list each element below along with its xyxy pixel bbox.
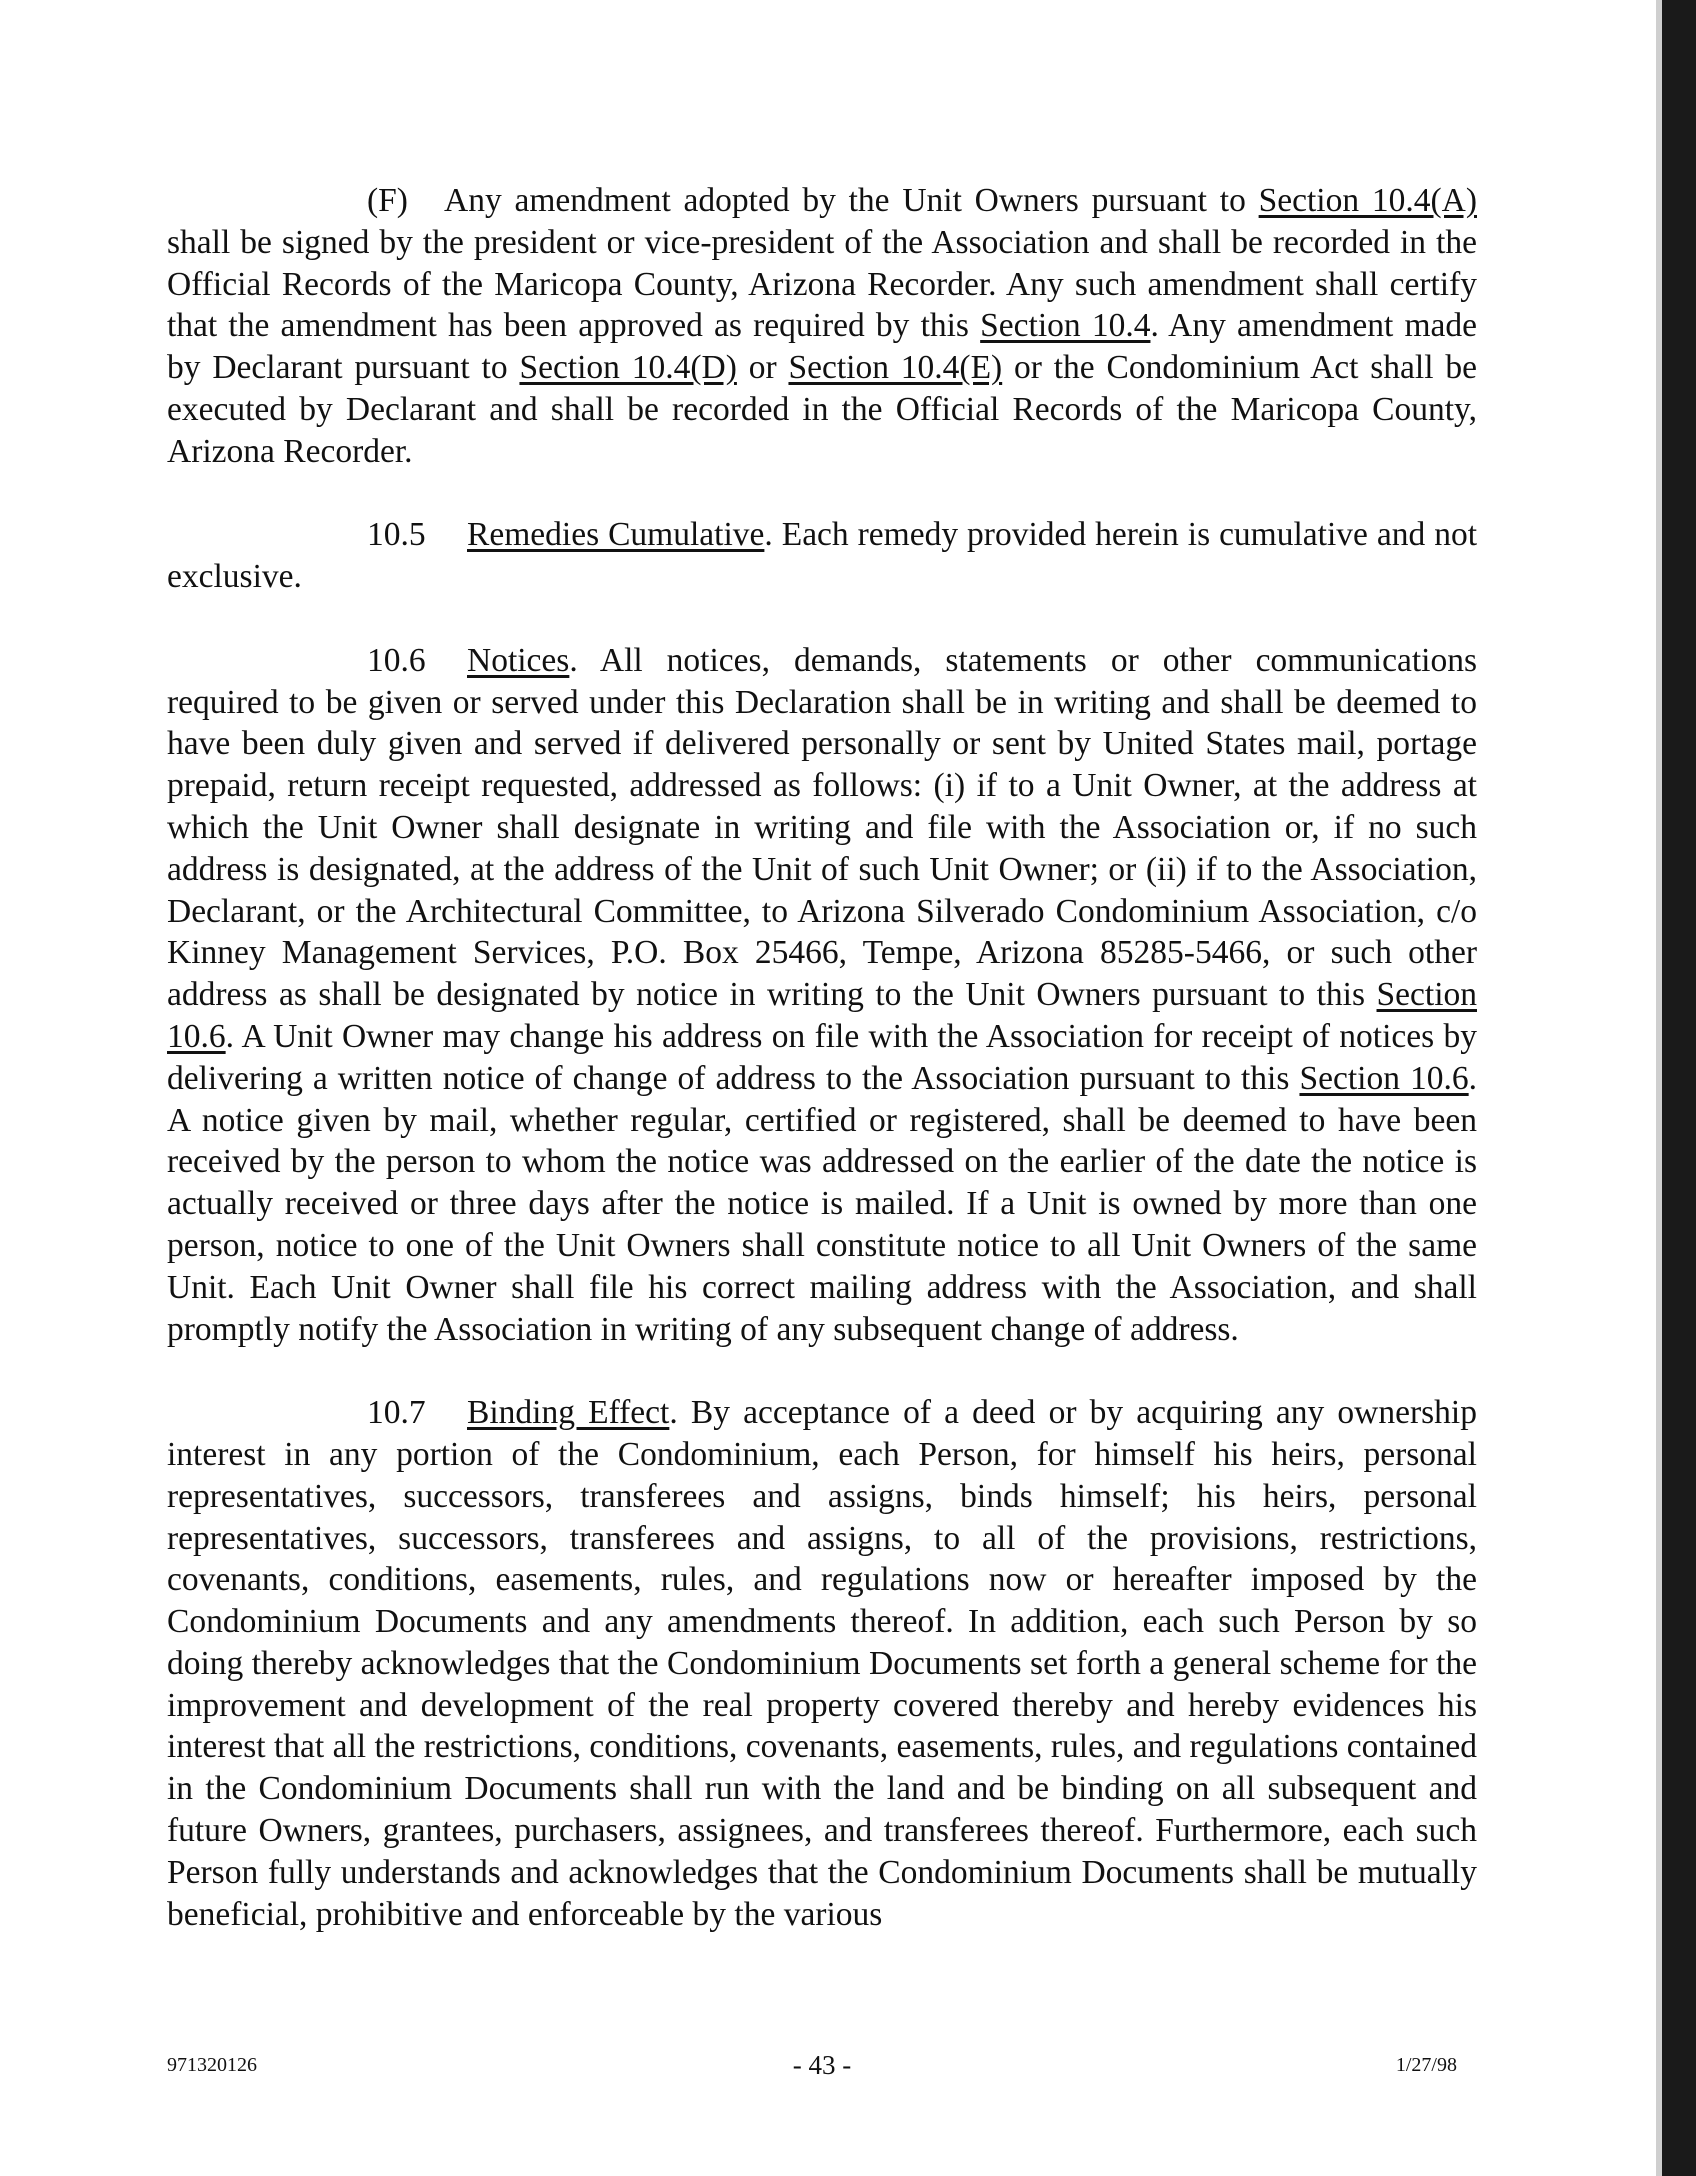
section-10-7: 10.7 Binding Effect. By acceptance of a deed or by acquiring any ownership interest in any portion of the Condominium, each Person, for himself his heirs, personal representatives, successors, transferees and assigns, binds himself; his heirs, personal representatives, successors, transferees and assigns, to all of the provisions, restrictions, covenants, conditions, easements, rules, and regulations now or hereafter imposed by the Condominium Documents and any amendments thereof. In addition, each such Person by so doing thereby acknowledges that the Condominium Documents set forth a general scheme for the improvement and development of the real property covered thereby and hereby evidences his interest that all the restrictions, conditions, covenants, easements, rules, and regulations contained in the Condominium Documents shall run with the land and be binding on all subsequent and future Owners, grantees, purchasers, assignees, and transferees thereof. Furthermore, each such Person fully understands and acknowledges that the Condominium Documents shall be mutually beneficial, prohibitive and enforceable by the various: [167, 1394, 1477, 1933]
section-number: 10.6: [367, 641, 426, 679]
section-reference: Section 10.4: [980, 307, 1151, 345]
paragraph-f: (F) Any amendment adopted by the Unit Owners pursuant to Section 10.4(A) shall be signed by the president or vice-president of the Association and shall be recorded in the Official Records of the Maricopa County, Arizona Recorder. Any such amendment shall certify that the amendment has been approved as required by this Section 10.4. Any amendment made by Declarant pursuant to Section 10.4(D) or Section 10.4(E) or the Condominium Act shall be executed by Declarant and shall be recorded in the Official Records of the Maricopa County, Arizona Recorder.: [167, 182, 1478, 470]
page-number: - 43 -: [792, 2050, 852, 2080]
section-number: 10.7: [367, 1394, 426, 1432]
document-date: 1/27/98: [1395, 2054, 1457, 2076]
section-number: 10.5: [367, 516, 426, 554]
section-reference: Section 10.4(E): [788, 349, 1003, 387]
document-body: [167, 180, 1477, 1977]
paragraph-f-label: (F): [367, 182, 408, 219]
section-heading: Notices: [467, 641, 570, 679]
page-footer: [167, 2050, 1477, 2084]
section-reference: Section 10.4(A): [1258, 182, 1477, 219]
section-reference: Section 10.4(D): [519, 349, 737, 387]
section-10-5: 10.5 Remedies Cumulative. Each remedy provided herein is cumulative and not exclusive.: [167, 516, 1478, 596]
section-reference: Section 10.6: [167, 976, 1477, 1055]
section-reference: Section 10.6: [1299, 1059, 1469, 1097]
scan-edge: [1662, 0, 1696, 2176]
section-heading: Remedies Cumulative: [467, 516, 765, 554]
section-heading: Binding Effect: [467, 1394, 670, 1432]
document-number: 971320126: [167, 2054, 257, 2076]
section-10-6: 10.6 Notices. All notices, demands, statements or other communications required to be given or served under this Declaration shall be in writing and shall be deemed to have been duly given and served if delivered personally or sent by United States mail, portage prepaid, return receipt requested, addressed as follows: (i) if to a Unit Owner, at the address at which the Unit Owner shall designate in writing and file with the Association or, if no such address is designated, at the address of the Unit of such Unit Owner; or (ii) if to the Association, Declarant, or the Architectural Committee, to Arizona Silverado Condominium Association, c/o Kinney Management Services, P.O. Box 25466, Tempe, Arizona 85285-5466, or such other address as shall be designated by notice in writing to the Unit Owners pursuant to this Section 10.6. A Unit Owner may change his address on file with the Association for receipt of notices by delivering a written notice of change of address to the Association pursuant to this Section 10.6. A notice given by mail, whether regular, certified or registered, shall be deemed to have been received by the person to whom the notice was addressed on the earlier of the date the notice is actually received or three days after the notice is mailed. If a Unit is owned by more than one person, notice to one of the Unit Owners shall constitute notice to all Unit Owners of the same Unit. Each Unit Owner shall file his correct mailing address with the Association, and shall promptly notify the Association in writing of any subsequent change of address.: [167, 641, 1478, 1348]
